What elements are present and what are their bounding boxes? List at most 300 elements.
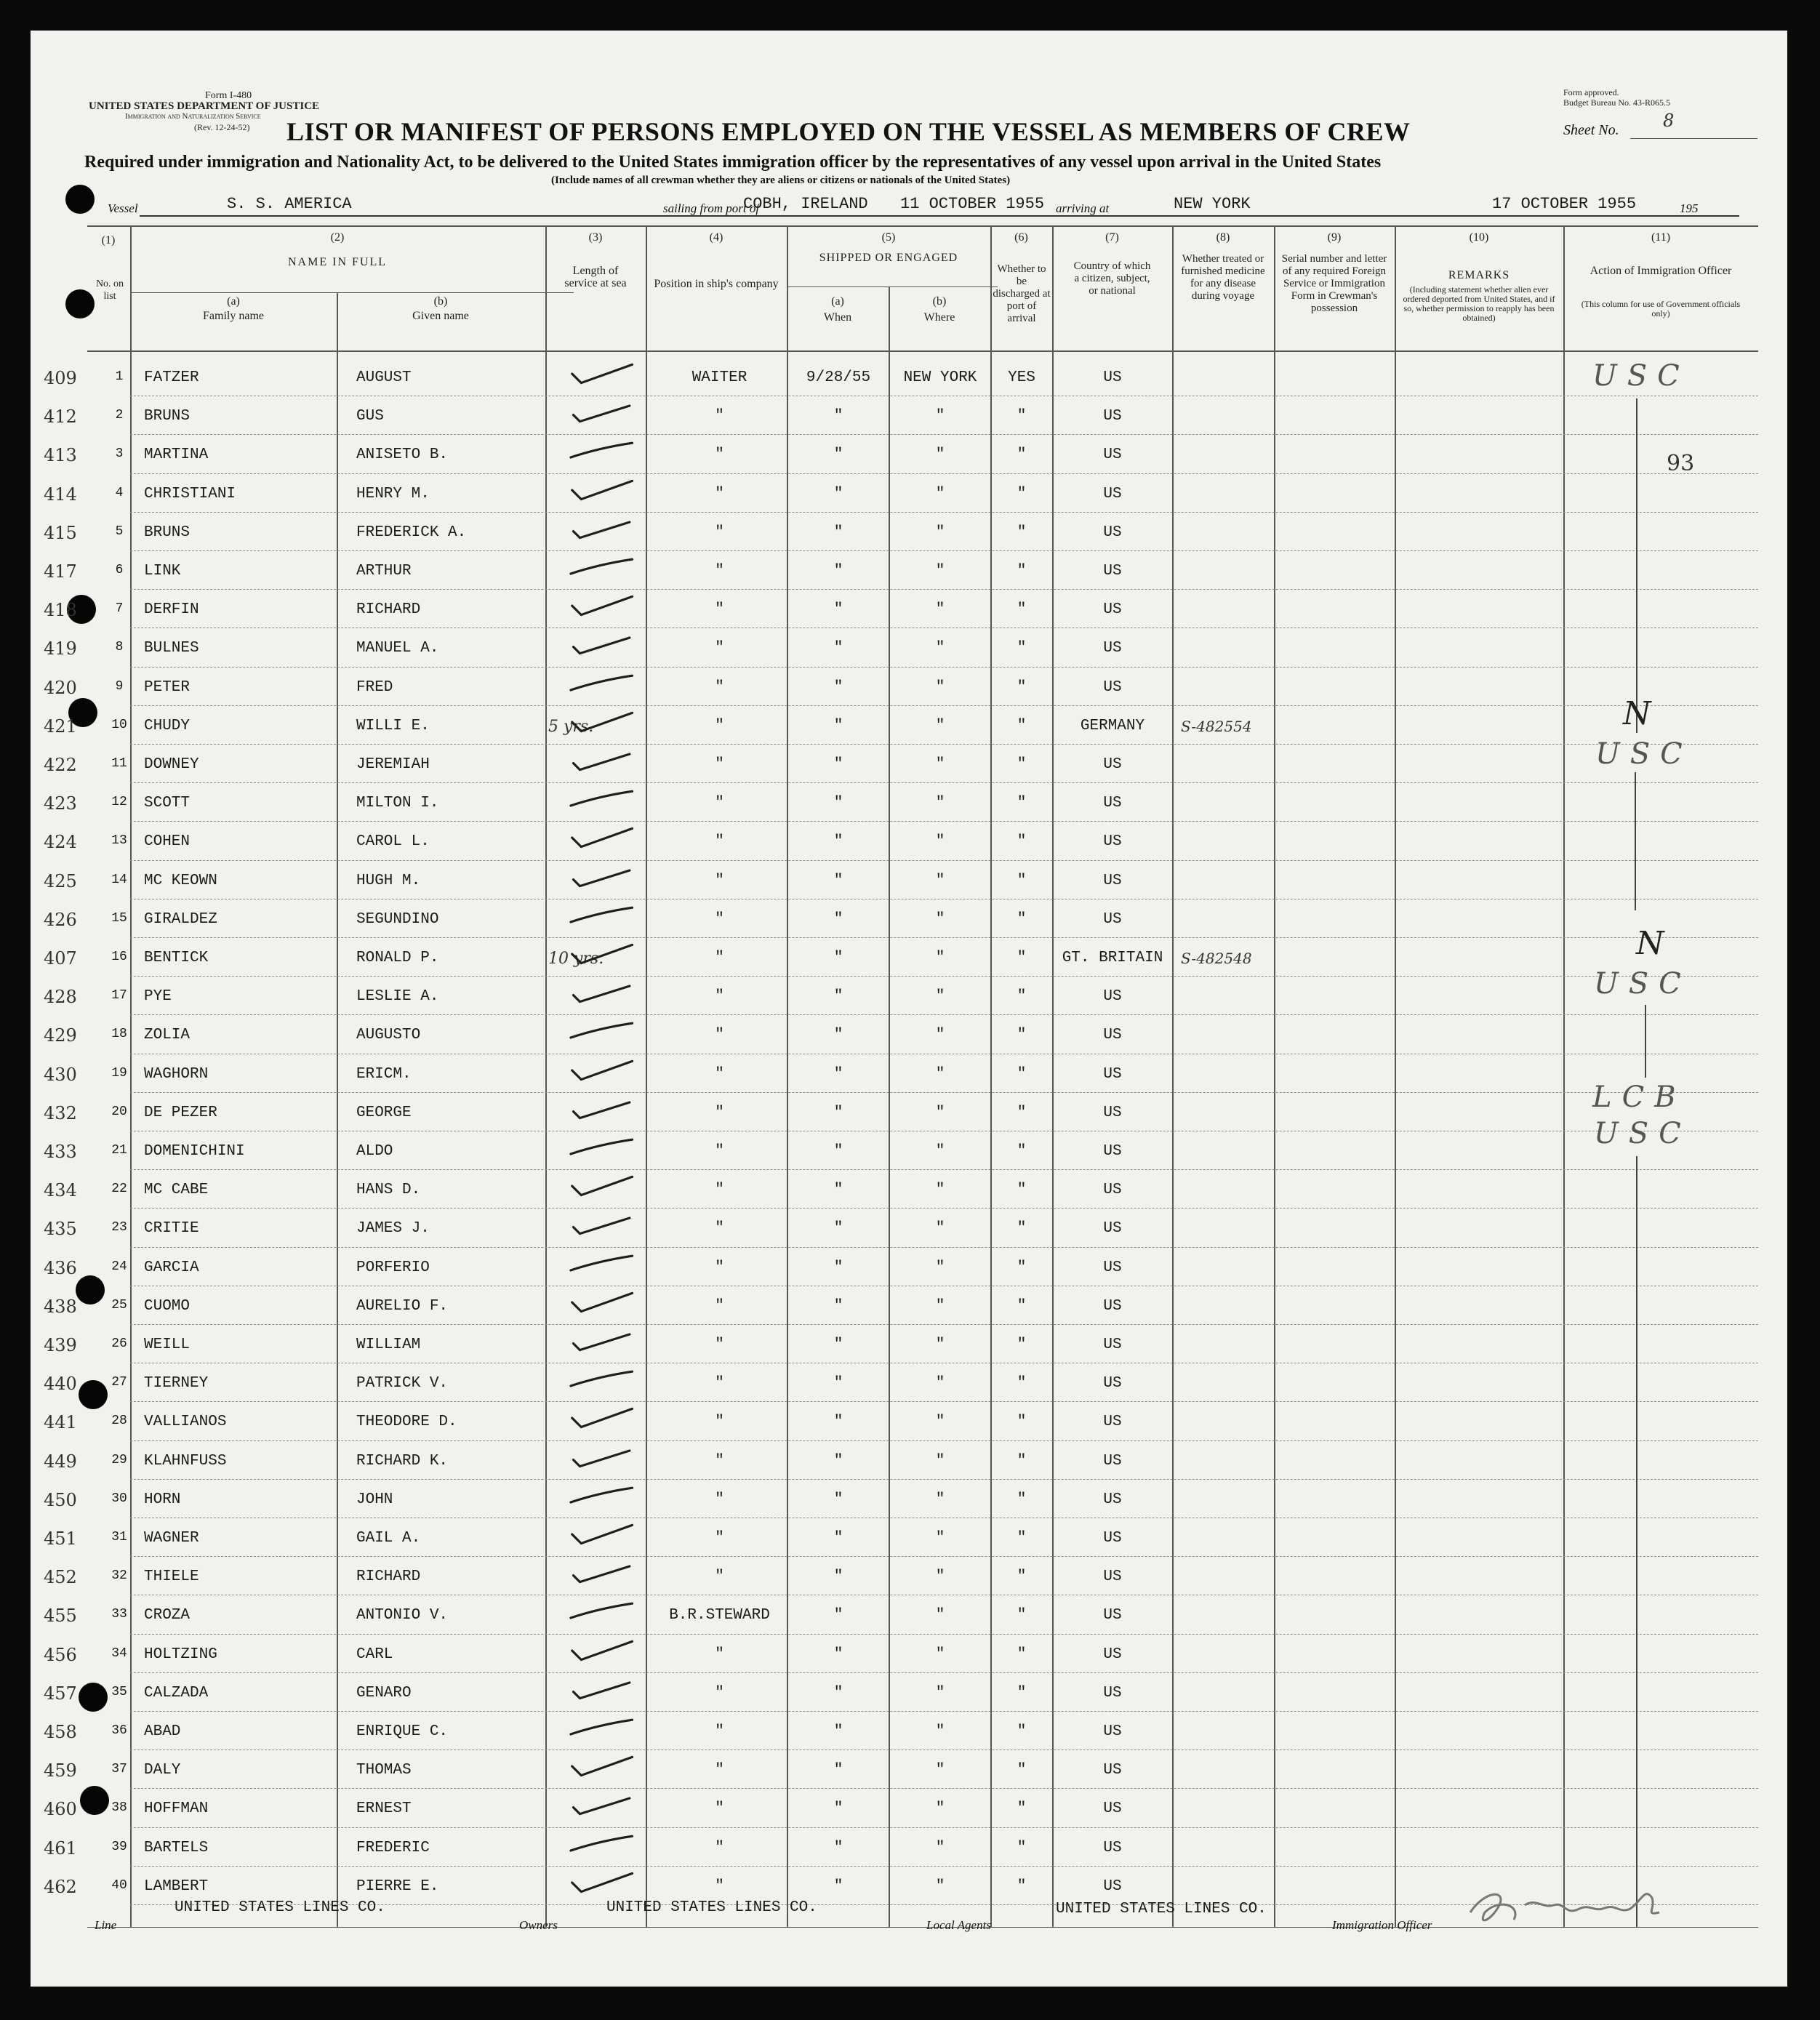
- row-given-name: HANS D.: [356, 1182, 421, 1199]
- row-family-name: THIELE: [144, 1568, 199, 1586]
- row-handwritten-id: 452: [44, 1567, 77, 1588]
- row-service-length: 5 yrs.: [548, 717, 594, 736]
- row-country: US: [1103, 1414, 1122, 1431]
- table-row: [31, 861, 1787, 899]
- row-given-name: ANISETO B.: [356, 446, 449, 464]
- vessel-name: S. S. AMERICA: [227, 195, 352, 213]
- officer-signature: [1456, 1883, 1732, 1934]
- row-family-name: CHUDY: [144, 717, 191, 734]
- row-list-number: 14: [111, 872, 127, 887]
- row-position: ": [715, 1182, 724, 1199]
- row-position: ": [715, 1104, 724, 1121]
- table-row: [31, 590, 1787, 628]
- row-discharge: ": [1017, 872, 1027, 889]
- row-discharge: ": [1017, 833, 1027, 851]
- row-handwritten-id: 438: [44, 1296, 77, 1317]
- row-list-number: 17: [111, 988, 127, 1003]
- row-where: ": [935, 678, 945, 696]
- approval-line1: Form approved.: [1563, 87, 1619, 97]
- row-serial: S-482554: [1181, 717, 1252, 735]
- row-country: US: [1103, 563, 1122, 580]
- table-row: [31, 938, 1787, 977]
- col-11-number: (11): [1651, 231, 1671, 244]
- punch-hole: [65, 185, 95, 214]
- row-position: ": [715, 563, 724, 580]
- row-discharge: ": [1017, 1027, 1027, 1044]
- row-when: ": [833, 1182, 843, 1199]
- row-where: ": [935, 717, 945, 734]
- row-given-name: FRED: [356, 678, 393, 696]
- row-family-name: BENTICK: [144, 950, 209, 966]
- row-discharge: ": [1017, 1297, 1027, 1315]
- row-where: ": [935, 1375, 945, 1392]
- row-list-number: 19: [111, 1065, 127, 1081]
- row-country: US: [1103, 1143, 1122, 1160]
- subtitle: Required under immigration and Nationality Act, to be delivered to the United States immigration officer by the representatives of any vessel upon arrival in the United States: [84, 153, 1382, 172]
- row-when: ": [833, 408, 843, 425]
- checkmark-icon: [563, 864, 643, 890]
- row-discharge: ": [1017, 1530, 1027, 1547]
- table-row: [31, 628, 1787, 667]
- row-handwritten-id: 460: [44, 1799, 77, 1820]
- row-position: WAITER: [691, 369, 747, 386]
- row-position: ": [715, 1530, 724, 1547]
- checkmark-icon: [563, 709, 643, 735]
- row-when: ": [833, 950, 843, 966]
- row-list-number: 15: [111, 910, 127, 926]
- row-given-name: GAIL A.: [356, 1530, 421, 1547]
- row-where: ": [935, 988, 945, 1006]
- row-given-name: ERICM.: [356, 1065, 412, 1083]
- row-when: ": [833, 1027, 843, 1044]
- row-position: ": [715, 1723, 724, 1740]
- arriving-label: arriving at: [1056, 201, 1110, 215]
- row-position: ": [715, 446, 724, 464]
- row-country: US: [1103, 1027, 1122, 1044]
- row-family-name: HOFFMAN: [144, 1800, 209, 1818]
- row-handwritten-id: 462: [44, 1876, 77, 1897]
- row-handwritten-id: 439: [44, 1335, 77, 1355]
- row-where: ": [935, 1336, 945, 1353]
- row-list-number: 16: [111, 950, 127, 964]
- row-handwritten-id: 450: [44, 1489, 77, 1510]
- row-given-name: ENRIQUE C.: [356, 1723, 449, 1740]
- row-family-name: MC CABE: [144, 1182, 209, 1199]
- checkmark-icon: [563, 825, 643, 851]
- row-discharge: ": [1017, 1839, 1027, 1856]
- table-row: [31, 1402, 1787, 1440]
- row-handwritten-id: 457: [44, 1683, 77, 1704]
- checkmark-icon: [563, 1211, 643, 1238]
- row-when: ": [833, 1414, 843, 1431]
- row-country: US: [1103, 833, 1122, 851]
- checkmark-icon: [563, 1057, 643, 1083]
- row-handwritten-id: 435: [44, 1219, 77, 1240]
- row-country: US: [1103, 1065, 1122, 1083]
- departure-port: COBH, IRELAND: [743, 195, 868, 213]
- row-country: US: [1103, 1684, 1122, 1702]
- owners-value: UNITED STATES LINES CO.: [606, 1899, 817, 1916]
- row-country: US: [1103, 1182, 1122, 1199]
- row-handwritten-id: 422: [44, 755, 77, 775]
- row-family-name: BRUNS: [144, 524, 191, 541]
- checkmark-icon: [563, 438, 643, 464]
- annotation-usc: USC: [1594, 1117, 1691, 1150]
- row-position: ": [715, 1065, 724, 1083]
- row-where: ": [935, 446, 945, 464]
- row-given-name: JOHN: [356, 1491, 393, 1508]
- department: UNITED STATES DEPARTMENT OF JUSTICE: [89, 100, 320, 112]
- row-discharge: ": [1017, 1491, 1027, 1508]
- row-handwritten-id: 417: [44, 561, 77, 582]
- table-row: [31, 1441, 1787, 1480]
- row-position: ": [715, 756, 724, 773]
- row-country: GERMANY: [1080, 717, 1145, 734]
- row-given-name: AUGUSTO: [356, 1027, 421, 1044]
- col-header-remarks: REMARKS: [1448, 269, 1510, 281]
- row-handwritten-id: 420: [44, 677, 77, 698]
- row-given-name: RICHARD: [356, 1568, 421, 1586]
- row-list-number: 32: [111, 1568, 127, 1584]
- row-country: US: [1103, 1220, 1122, 1238]
- row-where: ": [935, 524, 945, 541]
- row-discharge: ": [1017, 1336, 1027, 1353]
- row-when: ": [833, 1839, 843, 1856]
- row-discharge: ": [1017, 640, 1027, 657]
- row-family-name: PYE: [144, 988, 172, 1006]
- sheet-number: 8: [1663, 111, 1675, 131]
- row-family-name: WAGNER: [144, 1530, 199, 1547]
- checkmark-icon: [563, 477, 643, 503]
- row-family-name: KLAHNFUSS: [144, 1452, 227, 1470]
- checkmark-icon: [563, 1638, 643, 1664]
- row-when: ": [833, 640, 843, 657]
- row-discharge: ": [1017, 1452, 1027, 1470]
- row-handwritten-id: 434: [44, 1180, 77, 1201]
- row-country: US: [1103, 640, 1122, 657]
- row-given-name: SEGUNDINO: [356, 910, 439, 928]
- row-given-name: RONALD P.: [356, 950, 439, 966]
- row-where: ": [935, 1259, 945, 1276]
- row-where: ": [935, 1491, 945, 1508]
- checkmark-icon: [563, 554, 643, 580]
- row-when: ": [833, 1297, 843, 1315]
- checkmark-icon: [563, 1444, 643, 1470]
- row-position: ": [715, 601, 724, 619]
- row-when: ": [833, 1684, 843, 1702]
- table-row: [31, 513, 1787, 551]
- row-where: ": [935, 640, 945, 657]
- checkmark-icon: [563, 1018, 643, 1044]
- row-given-name: JEREMIAH: [356, 756, 430, 773]
- row-country: US: [1103, 524, 1122, 541]
- row-family-name: PETER: [144, 678, 191, 696]
- row-country: US: [1103, 1607, 1122, 1624]
- table-row: [31, 1325, 1787, 1363]
- table-row: [31, 358, 1787, 396]
- row-position: ": [715, 1143, 724, 1160]
- owners-label: Owners: [519, 1918, 558, 1932]
- row-position: ": [715, 1568, 724, 1586]
- row-family-name: WEILL: [144, 1336, 191, 1353]
- row-family-name: BULNES: [144, 640, 199, 657]
- row-given-name: MILTON I.: [356, 795, 439, 812]
- row-given-name: AUGUST: [356, 369, 412, 386]
- row-handwritten-id: 461: [44, 1837, 77, 1859]
- row-handwritten-id: 418: [44, 600, 77, 621]
- row-discharge: ": [1017, 1800, 1027, 1818]
- row-list-number: 31: [111, 1530, 127, 1544]
- row-country: US: [1103, 1877, 1122, 1895]
- row-list-number: 9: [115, 678, 124, 694]
- col-header-serial-number: Serial number and letter of any required Foreign Service or Immigration Form in Crewman's possession: [1281, 253, 1387, 314]
- row-handwritten-id: 412: [44, 406, 77, 428]
- row-list-number: 13: [111, 833, 127, 849]
- row-position: ": [715, 408, 724, 425]
- table-row: [31, 1673, 1787, 1712]
- col-5b-number: (b): [932, 295, 947, 308]
- row-list-number: 12: [111, 795, 127, 810]
- row-country: US: [1103, 1646, 1122, 1663]
- checkmark-icon: [563, 1173, 643, 1199]
- row-list-number: 28: [111, 1414, 127, 1429]
- row-where: ": [935, 833, 945, 851]
- col-10-number: (10): [1469, 231, 1489, 244]
- row-where: ": [935, 1220, 945, 1238]
- checkmark-icon: [563, 1521, 643, 1547]
- row-where: ": [935, 910, 945, 928]
- row-list-number: 8: [115, 640, 124, 655]
- row-list-number: 6: [115, 563, 124, 577]
- row-discharge: ": [1017, 988, 1027, 1006]
- row-discharge: ": [1017, 1259, 1027, 1276]
- row-handwritten-id: 430: [44, 1064, 77, 1085]
- table-row: [31, 1170, 1787, 1209]
- row-discharge: ": [1017, 1375, 1027, 1392]
- row-discharge: ": [1017, 910, 1027, 928]
- row-discharge: ": [1017, 950, 1027, 966]
- row-family-name: DALY: [144, 1762, 181, 1779]
- checkmark-icon: [563, 1328, 643, 1354]
- checkmark-icon: [563, 1792, 643, 1818]
- row-when: ": [833, 1646, 843, 1663]
- row-handwritten-id: 409: [44, 368, 77, 388]
- annotation-n: N: [1623, 695, 1651, 732]
- row-list-number: 5: [115, 524, 124, 539]
- row-when: ": [833, 601, 843, 619]
- row-family-name: DE PEZER: [144, 1104, 217, 1121]
- row-where: ": [935, 1297, 945, 1315]
- table-row: [31, 1286, 1787, 1325]
- row-country: US: [1103, 756, 1122, 773]
- table-row: [31, 1363, 1787, 1402]
- row-handwritten-id: 432: [44, 1102, 77, 1123]
- col-3-number: (3): [588, 231, 603, 244]
- row-handwritten-id: 433: [44, 1142, 77, 1162]
- row-position: ": [715, 1259, 724, 1276]
- row-handwritten-id: 456: [44, 1644, 77, 1665]
- row-given-name: RICHARD: [356, 601, 421, 619]
- row-where: ": [935, 563, 945, 580]
- table-row: [31, 1209, 1787, 1247]
- row-position: ": [715, 1877, 724, 1895]
- row-country: US: [1103, 678, 1122, 696]
- row-list-number: 22: [111, 1182, 127, 1197]
- row-family-name: FATZER: [144, 369, 199, 386]
- row-where: ": [935, 872, 945, 889]
- col-header-medicine: Whether treated or furnished medicine for any disease during voyage: [1181, 253, 1265, 302]
- row-given-name: GEORGE: [356, 1104, 412, 1121]
- col-header-given-name: Given name: [412, 310, 469, 322]
- row-when: ": [833, 1259, 843, 1276]
- row-country: US: [1103, 1491, 1122, 1508]
- checkmark-icon: [563, 902, 643, 929]
- row-position: ": [715, 1646, 724, 1663]
- row-when: ": [833, 988, 843, 1006]
- row-family-name: LAMBERT: [144, 1877, 209, 1895]
- row-position: ": [715, 678, 724, 696]
- row-family-name: CRITIE: [144, 1220, 199, 1238]
- row-handwritten-id: 440: [44, 1374, 77, 1395]
- year-suffix: 195: [1680, 201, 1699, 215]
- row-where: ": [935, 1568, 945, 1586]
- row-country: US: [1103, 1762, 1122, 1779]
- row-handwritten-id: 423: [44, 793, 77, 814]
- row-handwritten-id: 415: [44, 522, 77, 543]
- checkmark-icon: [563, 1405, 643, 1431]
- row-country: US: [1103, 1723, 1122, 1740]
- row-family-name: DERFIN: [144, 601, 199, 619]
- row-list-number: 20: [111, 1104, 127, 1119]
- page-title: LIST OR MANIFEST OF PERSONS EMPLOYED ON THE VESSEL AS MEMBERS OF CREW: [286, 117, 1411, 146]
- agents-value: UNITED STATES LINES CO.: [1056, 1901, 1267, 1917]
- row-country: US: [1103, 1839, 1122, 1856]
- row-position: B.R.STEWARD: [669, 1607, 770, 1624]
- row-position: ": [715, 1297, 724, 1315]
- row-family-name: ABAD: [144, 1723, 181, 1740]
- table-row: [31, 1248, 1787, 1286]
- table-top-rule: [87, 225, 1758, 227]
- row-when: ": [833, 1530, 843, 1547]
- col-2-number: (2): [330, 231, 345, 244]
- row-list-number: 25: [111, 1297, 127, 1312]
- table-row: [31, 435, 1787, 473]
- row-given-name: ALDO: [356, 1143, 393, 1160]
- annotation-usc: USC: [1594, 967, 1691, 1001]
- row-position: ": [715, 524, 724, 541]
- row-when: ": [833, 1143, 843, 1160]
- row-given-name: GUS: [356, 408, 384, 425]
- row-list-number: 35: [111, 1684, 127, 1699]
- service: Immigration and Naturalization Service: [125, 112, 261, 121]
- table-row: [31, 899, 1787, 938]
- checkmark-icon: [563, 1598, 643, 1624]
- row-position: ": [715, 1220, 724, 1238]
- row-country: US: [1103, 1104, 1122, 1121]
- arrival-date: 17 OCTOBER 1955: [1492, 195, 1637, 213]
- row-where: ": [935, 1452, 945, 1470]
- row-country: US: [1103, 988, 1122, 1006]
- row-handwritten-id: 459: [44, 1760, 77, 1781]
- checkmark-icon: [563, 516, 643, 542]
- row-family-name: WAGHORN: [144, 1065, 209, 1083]
- row-discharge: ": [1017, 524, 1027, 541]
- table-row: [31, 1828, 1787, 1867]
- row-country: US: [1103, 1375, 1122, 1392]
- table-row: [31, 1595, 1787, 1634]
- row-handwritten-id: 455: [44, 1606, 77, 1627]
- col-header-list-number: No. on list: [95, 278, 124, 302]
- row-family-name: BRUNS: [144, 408, 191, 425]
- table-row: [31, 1518, 1787, 1557]
- row-family-name: CUOMO: [144, 1297, 191, 1315]
- approval-line2: Budget Bureau No. 43-R065.5: [1563, 97, 1670, 108]
- row-country: US: [1103, 1336, 1122, 1353]
- row-handwritten-id: 424: [44, 832, 77, 853]
- row-list-number: 40: [111, 1877, 127, 1893]
- row-when: ": [833, 717, 843, 734]
- officer-label: Immigration Officer: [1332, 1918, 1432, 1932]
- row-country: US: [1103, 601, 1122, 619]
- row-when: ": [833, 1491, 843, 1508]
- row-position: ": [715, 717, 724, 734]
- table-row: [31, 1093, 1787, 1131]
- checkmark-icon: [563, 670, 643, 697]
- row-list-number: 2: [115, 408, 124, 423]
- row-country: US: [1103, 446, 1122, 464]
- row-where: ": [935, 756, 945, 773]
- table-row: [31, 1015, 1787, 1054]
- row-position: ": [715, 1762, 724, 1779]
- row-list-number: 33: [111, 1607, 127, 1622]
- row-when: ": [833, 485, 843, 502]
- row-where: ": [935, 485, 945, 502]
- line-label: Line: [95, 1918, 117, 1932]
- table-row: [31, 1635, 1787, 1673]
- revision: (Rev. 12-24-52): [194, 122, 250, 132]
- row-handwritten-id: 428: [44, 987, 77, 1008]
- row-position: ": [715, 910, 724, 928]
- table-row: [31, 1789, 1787, 1827]
- table-row: [31, 822, 1787, 860]
- table-row: [31, 1054, 1787, 1093]
- row-discharge: ": [1017, 601, 1027, 619]
- row-position: ": [715, 950, 724, 966]
- row-handwritten-id: 451: [44, 1528, 77, 1549]
- table-row: [31, 474, 1787, 513]
- row-family-name: GARCIA: [144, 1259, 199, 1276]
- row-discharge: ": [1017, 1104, 1027, 1121]
- row-position: ": [715, 1800, 724, 1818]
- row-when: 9/28/55: [806, 369, 871, 386]
- line-value: UNITED STATES LINES CO.: [175, 1899, 385, 1916]
- row-given-name: AURELIO F.: [356, 1297, 449, 1315]
- row-given-name: THEODORE D.: [356, 1414, 457, 1431]
- row-family-name: BARTELS: [144, 1839, 209, 1856]
- col-9-number: (9): [1327, 231, 1342, 244]
- checkmark-icon: [563, 631, 643, 657]
- col-2a-number: (a): [227, 295, 240, 308]
- row-discharge: ": [1017, 756, 1027, 773]
- row-when: ": [833, 1375, 843, 1392]
- checkmark-icon: [563, 399, 643, 425]
- row-family-name: MC KEOWN: [144, 872, 217, 889]
- row-discharge: ": [1017, 717, 1027, 734]
- row-where: ": [935, 1877, 945, 1895]
- table-row: [31, 1712, 1787, 1750]
- table-row: [31, 706, 1787, 745]
- col-header-where: Where: [923, 311, 955, 324]
